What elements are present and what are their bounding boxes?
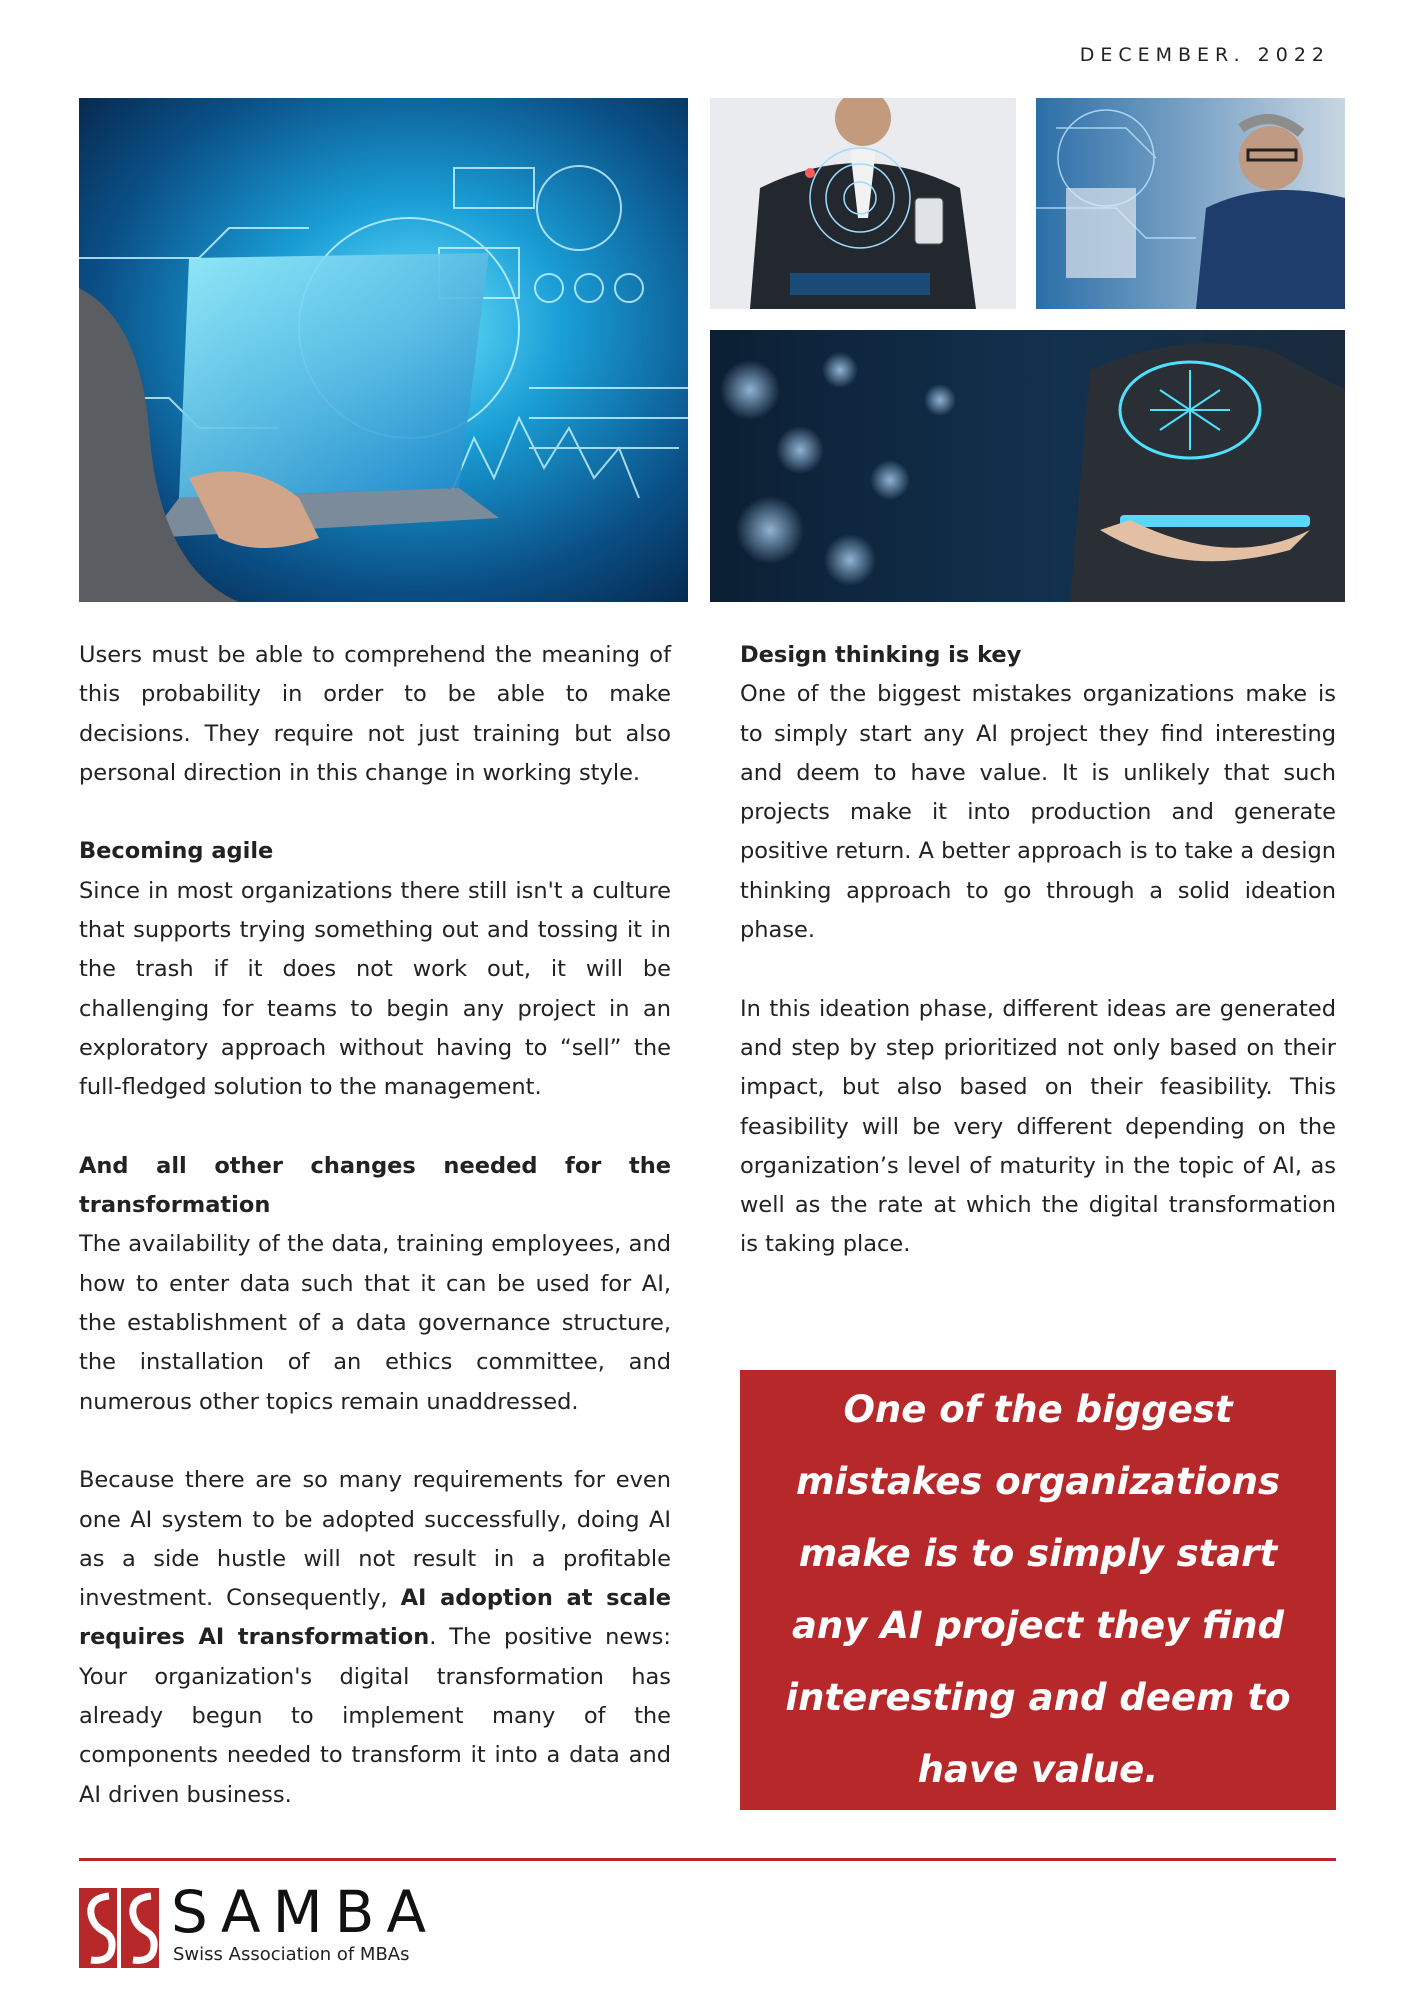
right-text-column (740, 636, 1336, 1265)
highlight-ai-transformation: AI adoption at scale requires AI transformation (79, 1585, 671, 1651)
heading-becoming-agile: Becoming agile (79, 838, 274, 865)
laptop-dashboard-image (79, 98, 688, 602)
pull-quote-box (740, 1370, 1336, 1810)
issue-date: DECEMBER. 2022 (1079, 44, 1330, 66)
changes-paragraph: The availability of the data, training employees, and how to enter data such that it can be used for AI, the establishment of a data governance structure, the installation of an ethics committee, and numerous other topics remain unaddressed. (79, 1231, 671, 1415)
footer-divider (79, 1858, 1336, 1861)
brand-name: SAMBA (171, 1878, 439, 1946)
businessman-hologram-image (710, 98, 1016, 309)
intro-paragraph: Users must be able to comprehend the meaning of this probability in order to be able to make decisions. They require not just training but also personal direction in this change in working style. (79, 642, 671, 786)
brain-hologram-tablet-image (710, 330, 1345, 602)
conclusion-paragraph: Because there are so many requirements for even one AI system to be adopted successfully, doing AI as a side hustle will not result in a profitable investment. Consequently, AI adoption at scale requires AI transformation. The positive news: Your organization's digital transformation has already begun to implement many of the components needed to transform it into a data and AI driven business. (79, 1467, 671, 1808)
agile-paragraph: Since in most organizations there still isn't a culture that supports trying something out and tossing it in the trash if it does not work out, it will be challenging for teams to begin any project in an exploratory approach without having to “sell” the full-fledged solution to the management. (79, 877, 671, 1101)
pull-quote-text: One of the biggest mistakes organizations make is to simply start any AI project they find interesting and deem to have value. (785, 1388, 1291, 1791)
design-paragraph: One of the biggest mistakes organizations make is to simply start any AI project they find interesting and deem to have value. It is unlikely that such projects make it into production and generate positive return. A better approach is to take a design thinking approach to go through a solid ideation phase. (740, 681, 1336, 944)
brand-tagline: Swiss Association of MBAs (173, 1944, 410, 1965)
heading-other-changes: And all other changes needed for the transformation (79, 1152, 671, 1219)
samba-logo (79, 1878, 499, 1968)
man-glasses-circuit-image (1036, 98, 1345, 309)
heading-design-thinking: Design thinking is key (740, 642, 1022, 668)
left-text-column (79, 636, 671, 1815)
samba-logo-mark-icon (79, 1888, 159, 1968)
ideation-paragraph: In this ideation phase, different ideas are generated and step by step prioritized not only based on their impact, but also based on their feasibility. This feasibility will be very different depending on the organization’s level of maturity in the topic of AI, as well as the rate at which the digital transformation is taking place. (740, 995, 1336, 1258)
